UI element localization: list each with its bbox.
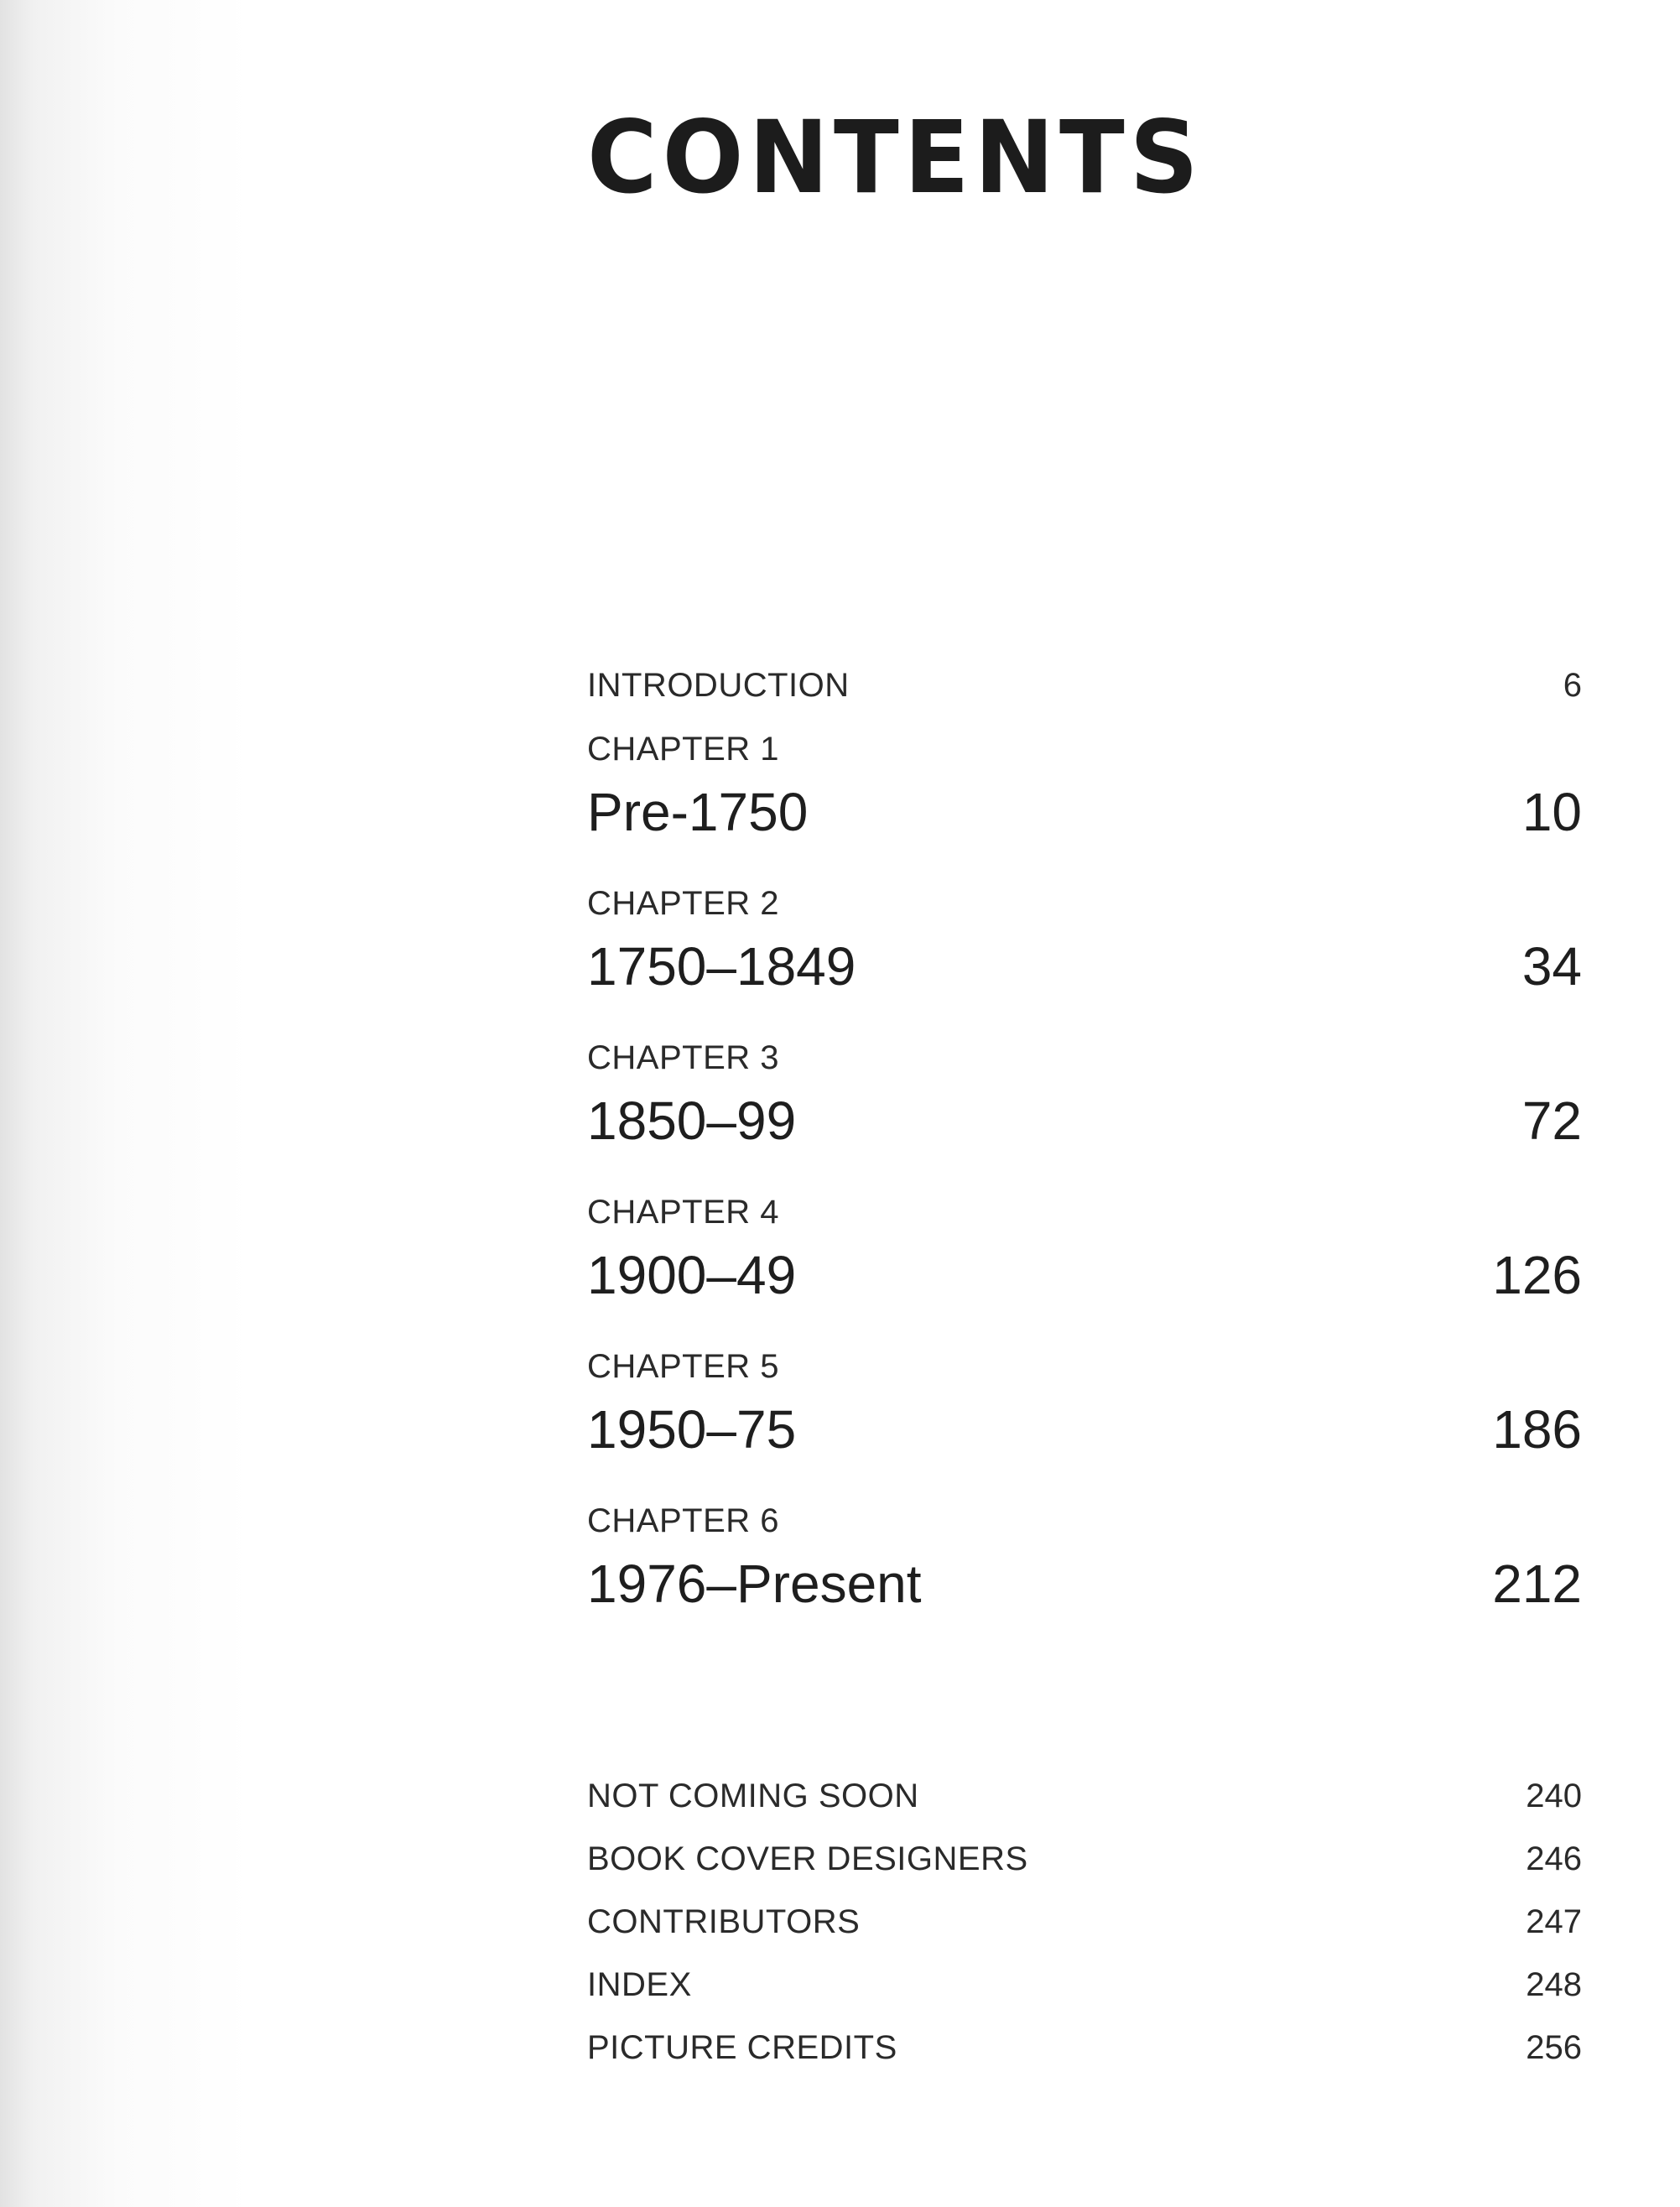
chapter-page-number: 126 xyxy=(1492,1245,1582,1305)
entry-page-number: 246 xyxy=(1526,1840,1582,1877)
chapter-page-number: 186 xyxy=(1492,1399,1582,1460)
chapter-title: 1850–99 xyxy=(587,1090,797,1151)
entry-label: BOOK COVER DESIGNERS xyxy=(587,1840,1028,1877)
chapter-number: CHAPTER 4 xyxy=(587,1194,779,1231)
toc-entry-index[interactable] xyxy=(587,1954,1582,2017)
chapter-title: 1900–49 xyxy=(587,1245,797,1305)
chapter-page-number: 10 xyxy=(1521,782,1582,842)
toc-entry-picture-credits[interactable] xyxy=(587,2017,1582,2079)
chapter-number: CHAPTER 5 xyxy=(587,1348,779,1385)
chapter-page-number: 212 xyxy=(1492,1554,1582,1614)
chapter-title: Pre-1750 xyxy=(587,782,809,842)
page-title: CONTENTS xyxy=(587,98,1204,216)
toc-entry-not-coming-soon[interactable] xyxy=(587,1765,1582,1828)
toc-entry-chapter-5[interactable] xyxy=(587,1341,1582,1496)
chapter-number: CHAPTER 2 xyxy=(587,885,779,922)
chapter-page-number: 34 xyxy=(1521,936,1582,997)
toc-entry-chapter-3[interactable] xyxy=(587,1033,1582,1187)
introduction-section xyxy=(587,654,1582,717)
chapter-title: 1976–Present xyxy=(587,1554,922,1614)
chapter-number: CHAPTER 3 xyxy=(587,1039,779,1076)
chapter-title: 1950–75 xyxy=(587,1399,797,1460)
toc-entry-chapter-1[interactable] xyxy=(587,724,1582,878)
chapter-number: CHAPTER 6 xyxy=(587,1502,779,1539)
entry-label: PICTURE CREDITS xyxy=(587,2029,897,2066)
toc-entry-contributors[interactable] xyxy=(587,1891,1582,1954)
chapter-page-number: 72 xyxy=(1521,1090,1582,1151)
toc-entry-introduction[interactable] xyxy=(587,654,1582,717)
back-matter-list xyxy=(587,1765,1582,2079)
toc-entry-chapter-2[interactable] xyxy=(587,878,1582,1033)
entry-label: NOT COMING SOON xyxy=(587,1778,919,1814)
chapter-list xyxy=(587,724,1582,1650)
entry-page-number: 240 xyxy=(1526,1778,1582,1814)
entry-page-number: 247 xyxy=(1526,1903,1582,1940)
toc-entry-chapter-4[interactable] xyxy=(587,1187,1582,1341)
entry-page-number: 6 xyxy=(1563,667,1582,704)
entry-label: CONTRIBUTORS xyxy=(587,1903,861,1940)
toc-entry-chapter-6[interactable] xyxy=(587,1496,1582,1650)
toc-entry-book-cover-designers[interactable] xyxy=(587,1828,1582,1891)
entry-page-number: 256 xyxy=(1526,2029,1582,2066)
chapter-title: 1750–1849 xyxy=(587,936,856,997)
entry-label: INTRODUCTION xyxy=(587,667,850,704)
entry-label: INDEX xyxy=(587,1966,692,2003)
entry-page-number: 248 xyxy=(1526,1966,1582,2003)
chapter-number: CHAPTER 1 xyxy=(587,731,779,768)
